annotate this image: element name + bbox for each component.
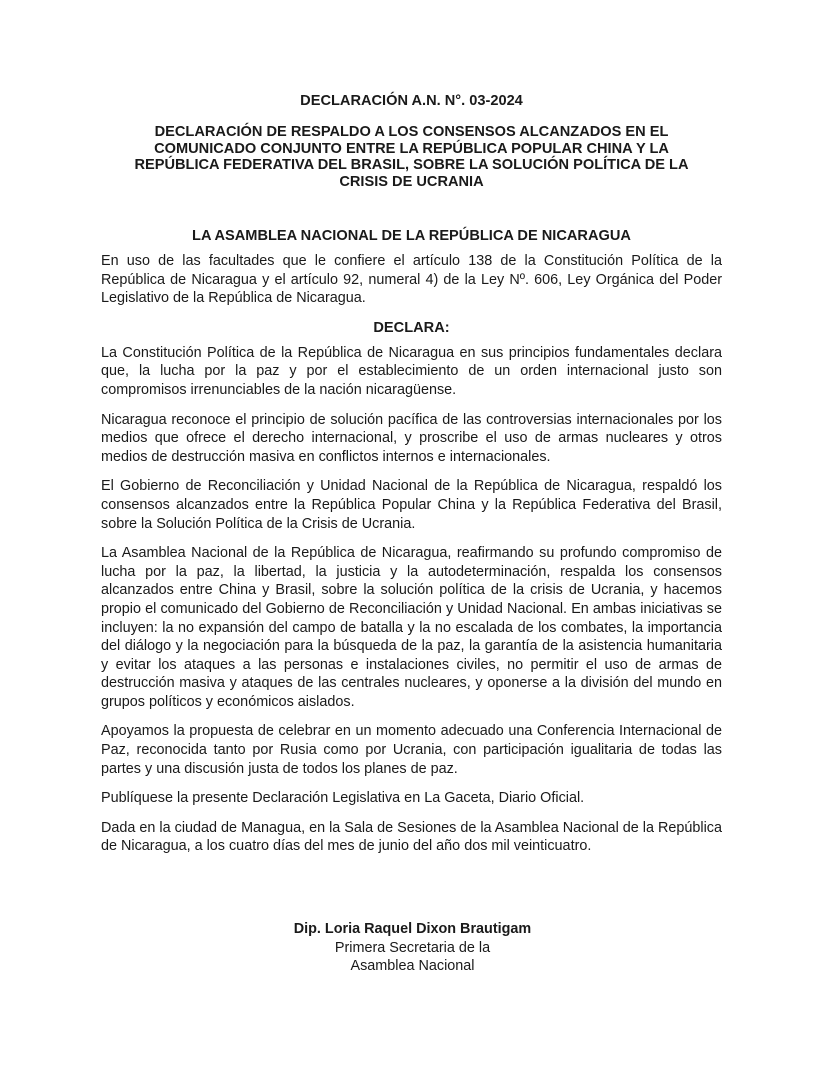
declaration-title: [81, 124, 742, 190]
dated-paragraph: Dada en la ciudad de Managua, en la Sala de Sesiones de la Asamblea Nacional de la República de Nicaragua, a los cuatro días del mes de junio del año dos mil veinticuatro.: [101, 819, 722, 855]
declaration-number: DECLARACIÓN A.N. N°. 03-2024: [300, 93, 523, 109]
declaration-title-line: DECLARACIÓN DE RESPALDO A LOS CONSENSOS ALCANZADOS EN EL: [154, 124, 669, 140]
declaration-title-line: REPÚBLICA FEDERATIVA DEL BRASIL, SOBRE LA SOLUCIÓN POLÍTICA DE LA: [134, 157, 689, 173]
preamble-paragraph: En uso de las facultades que le confiere el artículo 138 de la Constitución Política de la República de Nicaragua y el artículo 92, numeral 4) de la Ley Nº. 606, Ley Orgánica del Poder Legislativo de la República de Nicaragua.: [101, 253, 722, 307]
declaration-title-line: CRISIS DE UCRANIA: [339, 173, 484, 190]
signatory-institution: Asamblea Nacional: [350, 958, 475, 974]
document-page: [101, 92, 722, 867]
assembly-heading: LA ASAMBLEA NACIONAL DE LA REPÚBLICA DE NICARAGUA: [192, 228, 631, 244]
body-paragraph: Nicaragua reconoce el principio de solución pacífica de las controversias internacionales por los medios que ofrece el derecho internacional, y proscribe el uso de armas nucleares y otros medios de destrucción masiva en conflictos internos e internacionales.: [101, 411, 722, 465]
signatory-name: Dip. Loria Raquel Dixon Brautigam: [293, 921, 532, 937]
publication-paragraph: Publíquese la presente Declaración Legislativa en La Gaceta, Diario Oficial.: [101, 790, 585, 807]
body-paragraph: Apoyamos la propuesta de celebrar en un momento adecuado una Conferencia Internacional de Paz, reconocida tanto por Rusia como por Ucrania, con participación igualitaria de todas las partes y una discusión justa de todos los planes de paz.: [101, 723, 722, 777]
signatory-title: Primera Secretaria de la: [334, 939, 491, 956]
body-paragraph: La Constitución Política de la República de Nicaragua en sus principios fundamentales declara que, la lucha por la paz y por el establecimiento de un orden internacional justo son compromisos irrenunciables de la nación nicaragüense.: [101, 344, 722, 398]
signature-block: [0, 920, 825, 976]
body-paragraph: El Gobierno de Reconciliación y Unidad Nacional de la República de Nicaragua, respaldó los consensos alcanzados entre la República Popular China y la República Federativa del Brasil, sobre la Solución Política de la Crisis de Ucrania.: [101, 478, 722, 532]
declaration-title-line: COMUNICADO CONJUNTO ENTRE LA REPÚBLICA POPULAR CHINA Y LA: [154, 140, 669, 157]
body-paragraph: La Asamblea Nacional de la República de Nicaragua, reafirmando su profundo compromiso de lucha por la paz, la libertad, la justicia y la autodeterminación, respalda los consensos alcanzados entre China y Brasil, sobre la solución política de la crisis de Ucrania, y hacemos propio el comunicado del Gobierno de Reconciliación y Unidad Nacional. En ambas iniciativas se incluyen: la no expansión del campo de batalla y la no escalada de los combates, la importancia del diálogo y la negociación para la búsqueda de la paz, la garantía de la asistencia humanitaria y evitar los ataques a las personas e instalaciones civiles, no permitir el uso de armas de destrucción masiva y ataques de las centrales nucleares, y oponerse a la división del mundo en grupos políticos y económicos aislados.: [101, 545, 722, 710]
declara-heading: DECLARA:: [373, 319, 450, 336]
